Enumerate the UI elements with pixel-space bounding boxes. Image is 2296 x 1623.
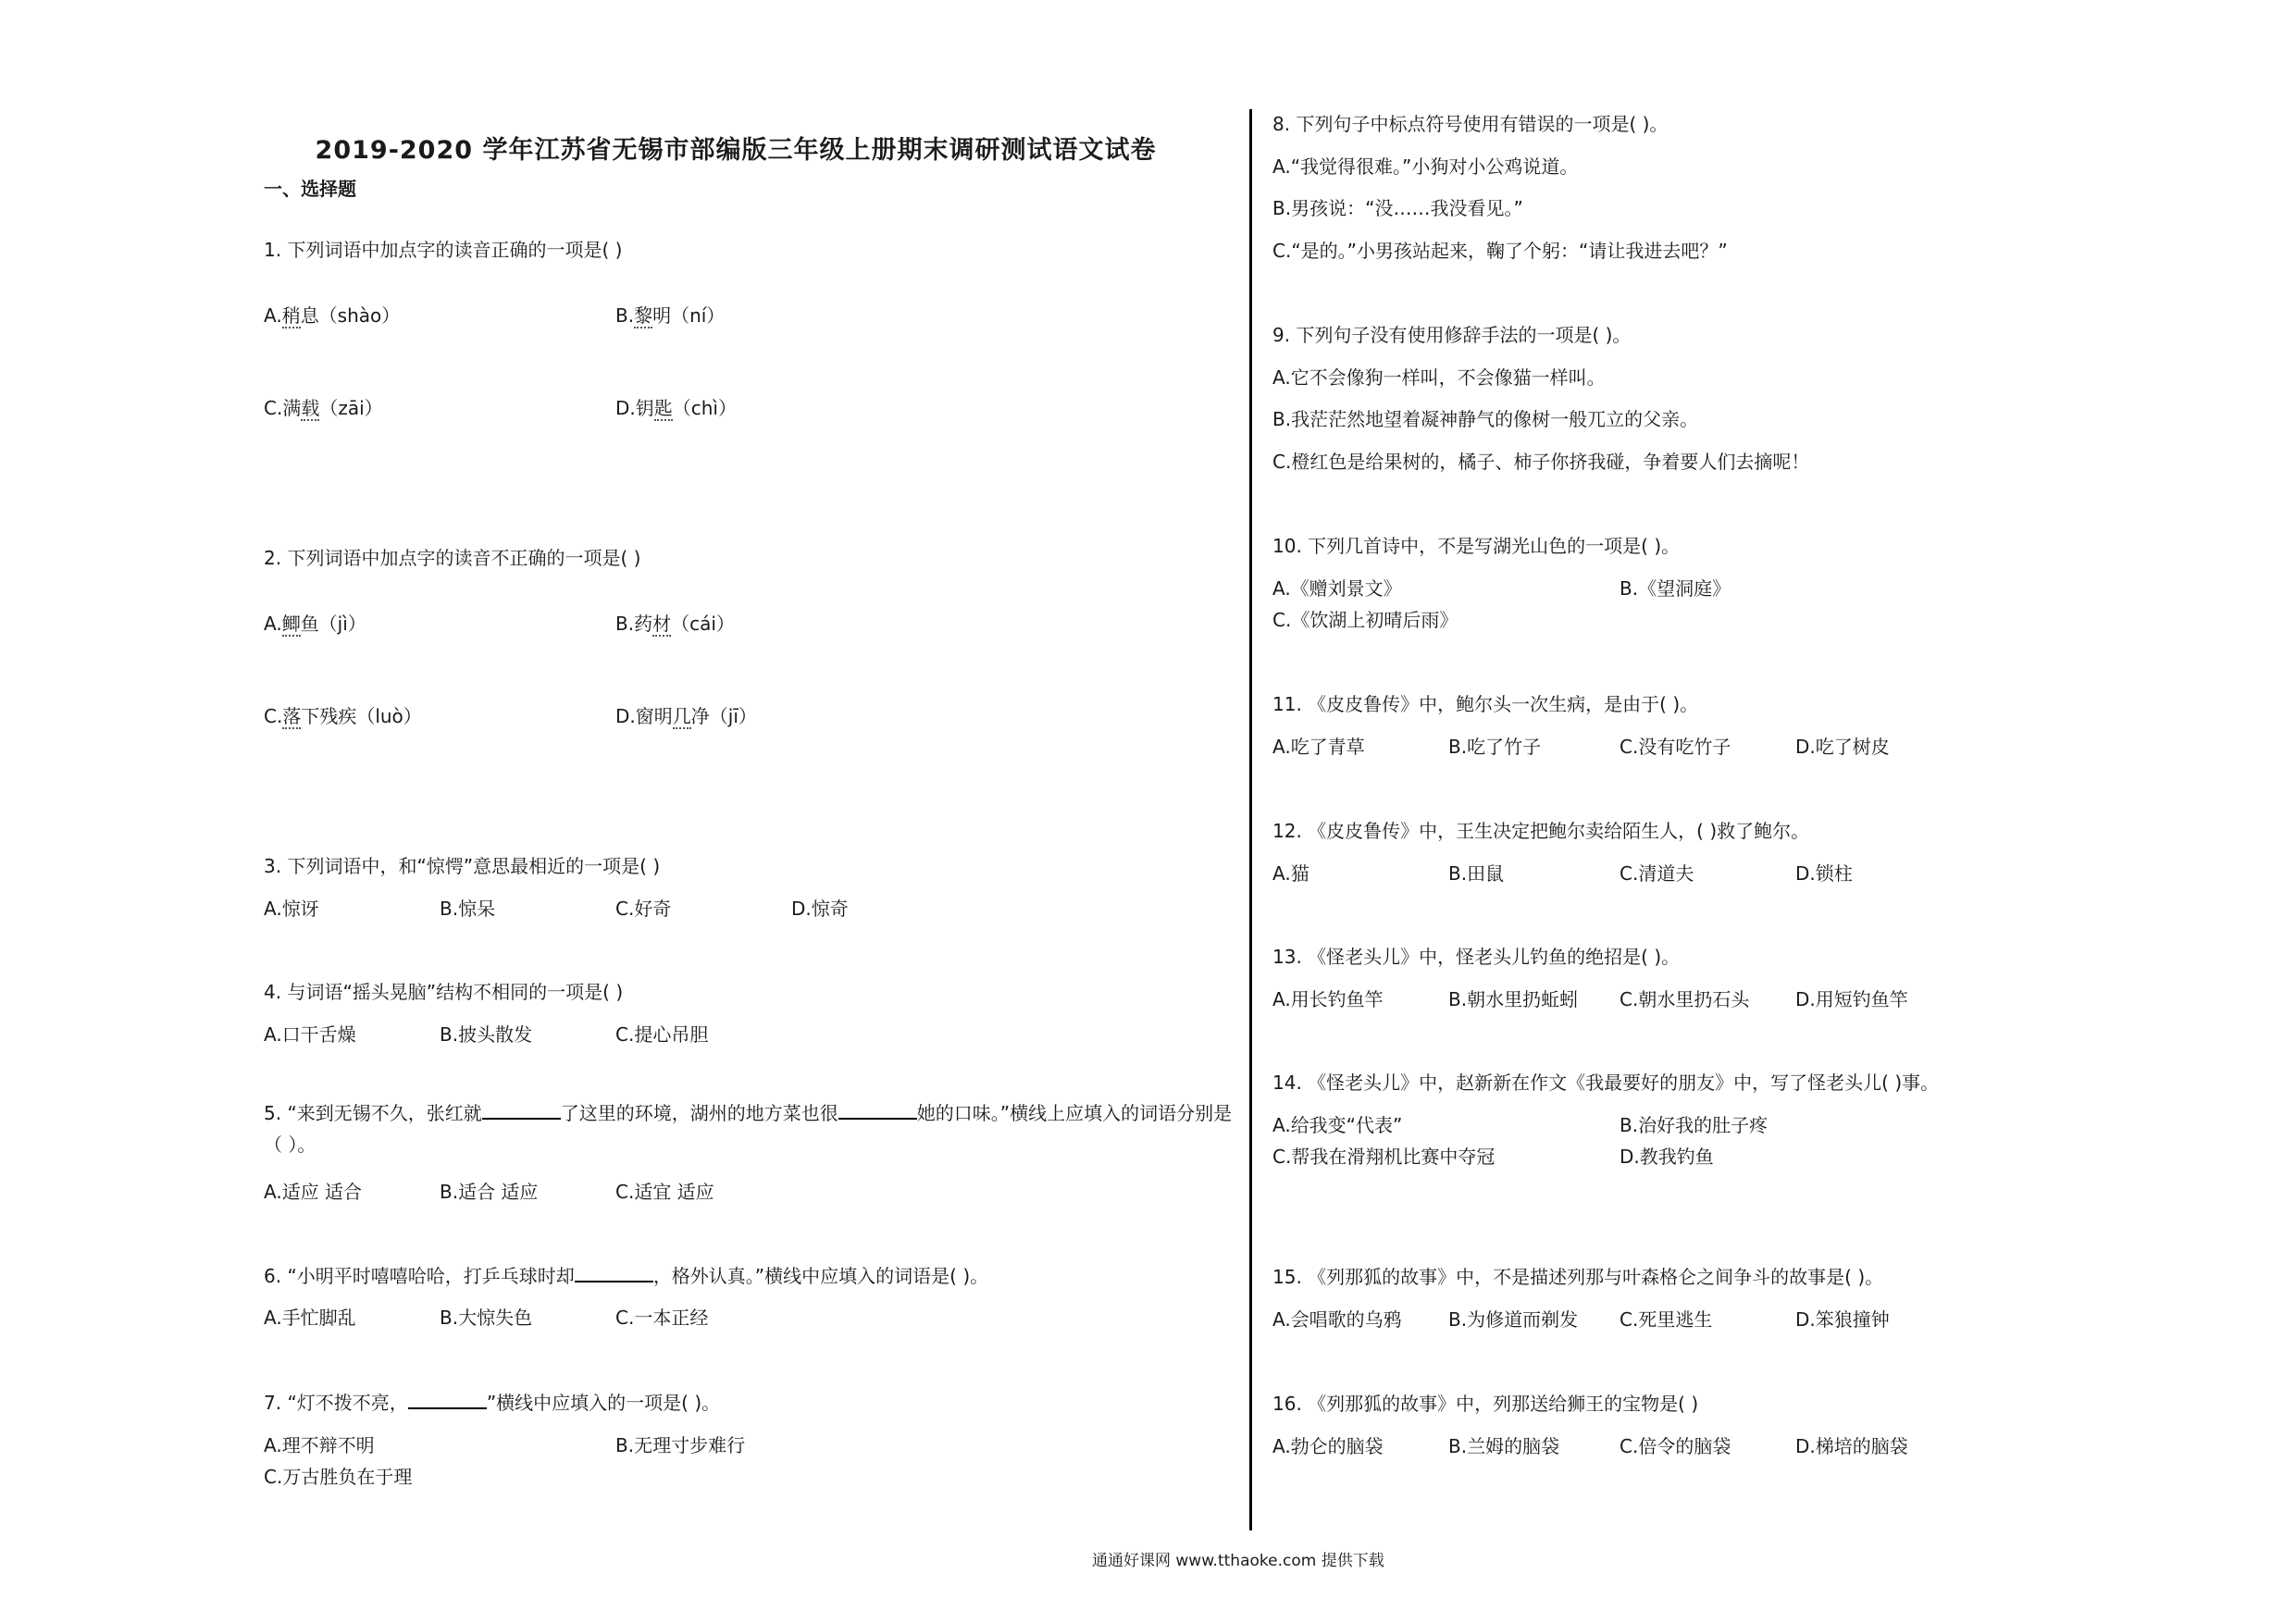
right-column — [1272, 109, 2207, 1497]
answer-blank[interactable] — [575, 1264, 653, 1282]
option-d[interactable]: D.吃了树皮 — [1795, 736, 1890, 758]
option-b[interactable]: B.田鼠 — [1448, 862, 1505, 885]
option-c[interactable]: C.满载（zāi） — [264, 397, 383, 419]
question-13: 13. 《怪老头儿》中，怪老头儿钓鱼的绝招是( )。 — [1272, 946, 1681, 968]
option-c[interactable]: C.一本正经 — [615, 1307, 709, 1329]
question-11: 11. 《皮皮鲁传》中，鲍尔头一次生病，是由于( )。 — [1272, 693, 1699, 715]
option-b[interactable]: B.无理寸步难行 — [615, 1434, 746, 1456]
option-d[interactable]: D.窗明几净（jī） — [615, 705, 757, 727]
option-c[interactable]: C.朝水里扔石头 — [1620, 988, 1750, 1010]
question-4: 4. 与词语“摇头晃脑”结构不相同的一项是( ) — [264, 981, 624, 1003]
option-d[interactable]: D.笨狼撞钟 — [1795, 1308, 1890, 1331]
question-10: 10. 下列几首诗中，不是写湖光山色的一项是( )。 — [1272, 535, 1681, 557]
question-16: 16. 《列那狐的故事》中，列那送给狮王的宝物是( ) — [1272, 1393, 1699, 1415]
option-a[interactable]: A.猫 — [1272, 862, 1309, 885]
option-c[interactable]: C.提心吊胆 — [615, 1023, 709, 1046]
option-a[interactable]: A.惊讶 — [264, 898, 319, 920]
section-heading: 一、选择题 — [264, 178, 356, 200]
option-d[interactable]: D.钥匙（chì） — [615, 397, 737, 419]
option-b[interactable]: B.《望洞庭》 — [1620, 577, 1731, 600]
option-a[interactable]: A.“我觉得很难。”小狗对小公鸡说道。 — [1272, 155, 1579, 178]
question-7: 7. “灯不拨不亮， ”横线中应填入的一项是( )。 — [264, 1392, 721, 1414]
option-c[interactable]: C.帮我在滑翔机比赛中夺冠 — [1272, 1146, 1496, 1168]
option-b[interactable]: B.惊呆 — [440, 898, 496, 920]
left-column — [264, 120, 1231, 1508]
option-a[interactable]: A.《赠刘景文》 — [1272, 577, 1402, 600]
option-b[interactable]: B.兰姆的脑袋 — [1448, 1435, 1560, 1457]
option-a[interactable]: A.稍息（shào） — [264, 304, 401, 327]
option-b[interactable]: B.黎明（ní） — [615, 304, 726, 327]
question-6: 6. “小明平时嘻嘻哈哈，打乒乓球时却 ，格外认真。”横线中应填入的词语是( )。 — [264, 1265, 989, 1287]
question-12: 12. 《皮皮鲁传》中，王生决定把鲍尔卖给陌生人，( )救了鲍尔。 — [1272, 820, 1810, 842]
page-title: 2019-2020 学年江苏省无锡市部编版三年级上册期末调研测试语文试卷 — [315, 136, 1157, 165]
option-b[interactable]: B.适合 适应 — [440, 1181, 539, 1203]
column-divider — [1249, 109, 1252, 1530]
question-1: 1. 下列词语中加点字的读音正确的一项是( ) — [264, 239, 623, 261]
option-c[interactable]: C.落下残疾（luò） — [264, 705, 422, 727]
question-5: 5. “来到无锡不久，张红就 了这里的环境，湖州的地方菜也很 她的口味。”横线上应填入的词语分别是（ ）。 — [264, 1102, 1233, 1156]
option-c[interactable]: C.适宜 适应 — [615, 1181, 714, 1203]
question-2: 2. 下列词语中加点字的读音不正确的一项是( ) — [264, 547, 641, 569]
option-b[interactable]: B.男孩说：“没……我没看见。” — [1272, 197, 1523, 219]
option-c[interactable]: C.死里逃生 — [1620, 1308, 1713, 1331]
option-b[interactable]: B.治好我的肚子疼 — [1620, 1114, 1769, 1136]
page-footer: 通通好课网 www.tthaoke.com 提供下载 — [1092, 1552, 1384, 1570]
question-14: 14. 《怪老头儿》中，赵新新在作文《我最要好的朋友》中，写了怪老头儿( )事。 — [1272, 1072, 1940, 1094]
option-b[interactable]: B.披头散发 — [440, 1023, 533, 1046]
option-a[interactable]: A.手忙脚乱 — [264, 1307, 356, 1329]
question-8: 8. 下列句子中标点符号使用有错误的一项是( )。 — [1272, 113, 1669, 135]
answer-blank[interactable] — [482, 1101, 561, 1120]
option-a[interactable]: A.给我变“代表” — [1272, 1114, 1403, 1136]
answer-blank[interactable] — [408, 1391, 487, 1409]
option-b[interactable]: B.朝水里扔蚯蚓 — [1448, 988, 1579, 1010]
option-c[interactable]: C.橙红色是给果树的，橘子、柿子你挤我碰，争着要人们去摘呢！ — [1272, 451, 1810, 473]
option-c[interactable]: C.清道夫 — [1620, 862, 1694, 885]
answer-blank[interactable] — [838, 1101, 917, 1120]
option-a[interactable]: A.用长钓鱼竿 — [1272, 988, 1384, 1010]
option-a[interactable]: A.吃了青草 — [1272, 736, 1365, 758]
option-b[interactable]: B.药材（cái） — [615, 613, 735, 635]
option-d[interactable]: D.教我钓鱼 — [1620, 1146, 1714, 1168]
option-c[interactable]: C.倍令的脑袋 — [1620, 1435, 1731, 1457]
option-a[interactable]: A.它不会像狗一样叫，不会像猫一样叫。 — [1272, 366, 1606, 389]
question-3: 3. 下列词语中，和“惊愕”意思最相近的一项是( ) — [264, 855, 661, 877]
option-d[interactable]: D.锁柱 — [1795, 862, 1853, 885]
option-b[interactable]: B.吃了竹子 — [1448, 736, 1542, 758]
option-c[interactable]: C.好奇 — [615, 898, 672, 920]
option-a[interactable]: A.会唱歌的乌鸦 — [1272, 1308, 1402, 1331]
option-a[interactable]: A.鲫鱼（jì） — [264, 613, 366, 635]
option-d[interactable]: D.惊奇 — [791, 898, 849, 920]
option-c[interactable]: C.“是的。”小男孩站起来，鞠了个躬：“请让我进去吧？” — [1272, 240, 1728, 262]
option-d[interactable]: D.用短钓鱼竿 — [1795, 988, 1908, 1010]
option-d[interactable]: D.梯培的脑袋 — [1795, 1435, 1908, 1457]
question-15: 15. 《列那狐的故事》中，不是描述列那与叶森格仑之间争斗的故事是( )。 — [1272, 1266, 1884, 1288]
option-b[interactable]: B.为修道而剃发 — [1448, 1308, 1579, 1331]
option-a[interactable]: A.口干舌燥 — [264, 1023, 356, 1046]
option-a[interactable]: A.勃仑的脑袋 — [1272, 1435, 1384, 1457]
option-b[interactable]: B.我茫茫然地望着凝神静气的像树一般兀立的父亲。 — [1272, 408, 1699, 430]
option-a[interactable]: A.适应 适合 — [264, 1181, 363, 1203]
option-a[interactable]: A.理不辩不明 — [264, 1434, 375, 1456]
question-9: 9. 下列句子没有使用修辞手法的一项是( )。 — [1272, 324, 1632, 346]
option-c[interactable]: C.《饮湖上初晴后雨》 — [1272, 609, 1458, 631]
option-c[interactable]: C.没有吃竹子 — [1620, 736, 1731, 758]
option-c[interactable]: C.万古胜负在于理 — [264, 1466, 413, 1488]
option-b[interactable]: B.大惊失色 — [440, 1307, 533, 1329]
